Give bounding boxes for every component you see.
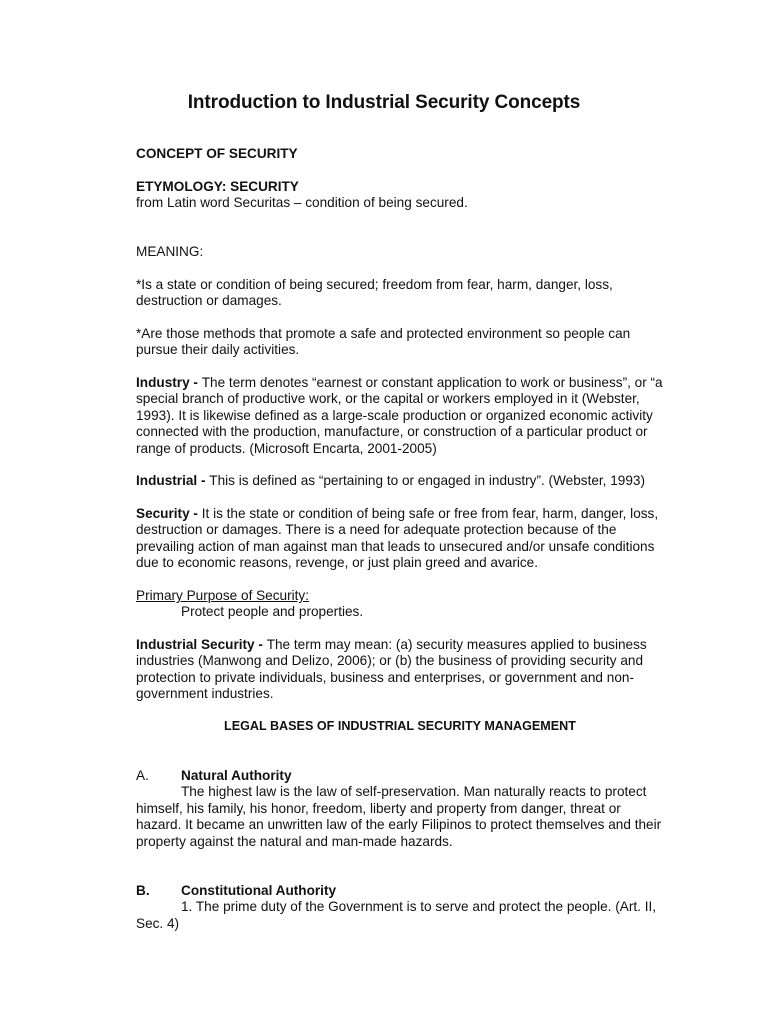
- security-term: Security -: [136, 506, 202, 521]
- section-a-letter: A.: [136, 768, 149, 783]
- industry-term: Industry -: [136, 375, 202, 390]
- section-b: [136, 883, 666, 932]
- security-text: It is the state or condition of being safe or free from fear, harm, danger, loss, destruction or damages. There is a need for adequate protection because of the prevailing action of man against man that leads to unsecured and/or unsafe conditions due to economic reasons, revenge, or just plain greed and avarice.: [136, 506, 659, 571]
- etymology-section: [136, 179, 666, 212]
- section-a-text-rest: himself, his family, his honor, freedom, liberty and property from danger, threat or hazard. It became an unwritten law of the early Filipinos to protect themselves and their property against the natural and man-made hazards.: [136, 800, 662, 849]
- section-a-heading: Natural Authority: [181, 768, 292, 783]
- industrial-security-definition: [136, 637, 666, 703]
- section-b-heading: Constitutional Authority: [181, 883, 337, 898]
- primary-purpose-heading: Primary Purpose of Security:: [136, 588, 310, 603]
- section-a: [136, 768, 666, 850]
- section-b-text-first: 1. The prime duty of the Government is to serve and protect the people. (Art. II,: [181, 899, 657, 915]
- etymology-text: from Latin word Securitas – condition of being secured.: [136, 195, 468, 211]
- industrial-term: Industrial -: [136, 473, 210, 488]
- industry-definition: [136, 375, 666, 457]
- concept-heading: CONCEPT OF SECURITY: [136, 146, 298, 161]
- section-a-text-first: The highest law is the law of self-preservation. Man naturally reacts to protect: [181, 784, 647, 800]
- section-b-text-rest: Sec. 4): [136, 915, 180, 931]
- meaning-item-2: *Are those methods that promote a safe and protected environment so people can pursue their daily activities.: [136, 326, 631, 358]
- primary-purpose-section: [136, 588, 666, 621]
- industry-text: The term denotes “earnest or constant application to work or business”, or “a special branch of productive work, or the capital or workers employed in it (Webster, 1993). It is likewise defined as a large-scale production or organized economic activity connected with the production, manufacture, or construction of a particular product or range of products. (Microsoft Encarta, 2001-2005): [136, 375, 663, 456]
- industrial-definition: [136, 473, 666, 489]
- legal-bases-heading: LEGAL BASES OF INDUSTRIAL SECURITY MANAGEMENT: [224, 719, 576, 733]
- industrial-security-text: The term may mean: (a) security measures applied to business industries (Manwong and Delizo, 2006); or (b) the business of providing security and protection to private individuals, business and enterprises, or government and non-government industries.: [136, 637, 647, 702]
- primary-purpose-text: Protect people and properties.: [181, 604, 364, 620]
- section-b-letter: B.: [136, 883, 150, 898]
- industrial-security-term: Industrial Security -: [136, 637, 267, 652]
- document-title: Introduction to Industrial Security Concepts: [187, 92, 581, 113]
- security-definition: [136, 506, 666, 572]
- meaning-item-1: *Is a state or condition of being secured; freedom from fear, harm, danger, loss, destruction or damages.: [136, 277, 613, 309]
- meaning-heading: MEANING:: [136, 244, 204, 259]
- industrial-text: This is defined as “pertaining to or engaged in industry”. (Webster, 1993): [209, 473, 646, 488]
- etymology-heading: ETYMOLOGY: SECURITY: [136, 179, 299, 194]
